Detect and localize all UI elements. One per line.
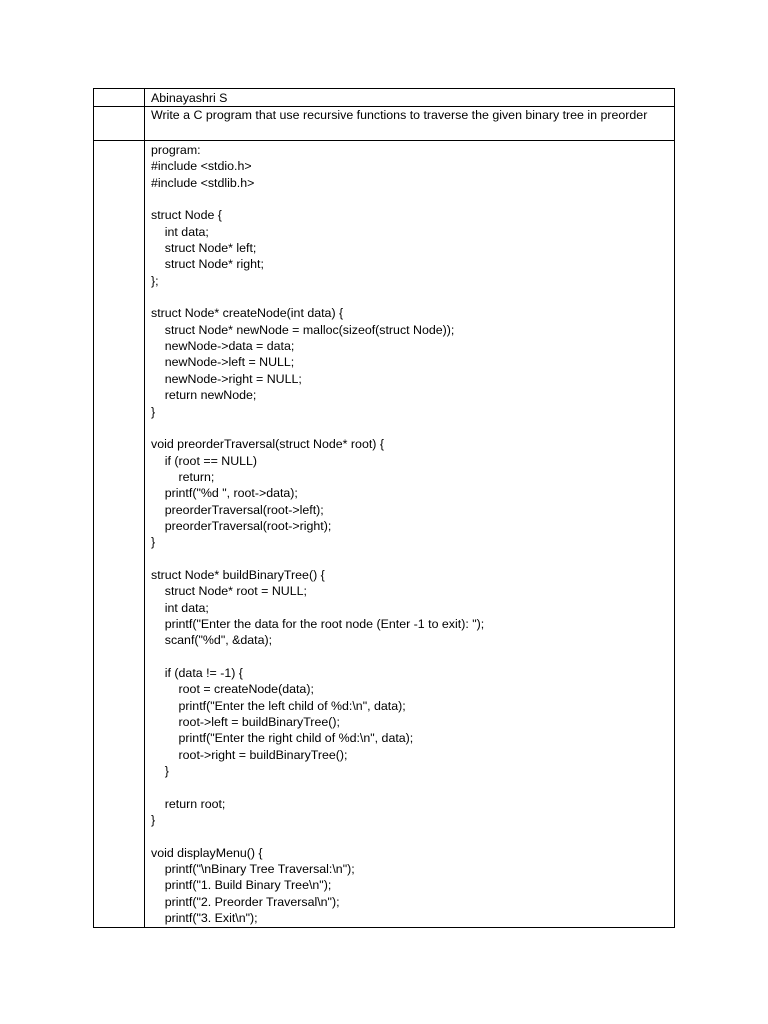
code-line: root->left = buildBinaryTree(); [151,715,340,730]
table-row-program [94,141,675,928]
code-line: int data; [151,224,209,239]
code-line: struct Node* left; [151,241,257,256]
code-line: printf("Enter the left child of %d:\n", data); [151,698,406,713]
code-line [151,191,670,207]
code-line: } [151,764,169,779]
code-line: scanf("%d", &data); [151,633,273,648]
question-cell [145,107,675,141]
code-line: int data; [151,600,209,615]
code-line [151,289,670,305]
code-line [151,420,670,436]
author-cell [145,89,675,107]
code-line: struct Node* createNode(int data) { [151,306,344,321]
code-line: struct Node* right; [151,257,264,272]
code-line: if (data != -1) { [151,666,243,680]
code-line: } [151,535,156,550]
code-line: printf("%d ", root->data); [151,486,298,501]
table-row-question [94,107,675,141]
code-line: struct Node* newNode = malloc(sizeof(struct Node)); [151,322,455,337]
code-line: struct Node { [151,208,222,223]
code-line: newNode->left = NULL; [151,355,295,370]
code-line: struct Node* root = NULL; [151,584,307,599]
question-text: Write a C program that use recursive functions to traverse the given binary tree in preorder [151,108,648,122]
code-line: } [151,404,156,419]
code-line: newNode->data = data; [151,339,295,354]
code-line [151,551,670,567]
code-line: printf("Enter the right child of %d:\n", data); [151,731,414,746]
code-line: return; [151,469,215,484]
code-line: preorderTraversal(root->left); [151,502,324,517]
code-line: printf("\nBinary Tree Traversal:\n"); [151,862,355,877]
code-line: void preorderTraversal(struct Node* root) { [151,437,384,452]
index-cell [94,89,145,107]
code-lines [151,158,670,926]
code-line [151,649,670,665]
code-line: #include <stdlib.h> [151,175,255,190]
code-line: } [151,813,156,828]
index-cell [94,141,145,928]
program-cell [145,141,675,928]
author-name: Abinayashri S [151,91,228,105]
code-line: return root; [151,796,226,811]
code-line: newNode->right = NULL; [151,371,302,386]
code-line: printf("1. Build Binary Tree\n"); [151,878,332,893]
code-line [151,779,670,795]
code-line: printf("2. Preorder Traversal\n"); [151,894,340,909]
code-line: printf("3. Exit\n"); [151,911,258,926]
code-line [151,828,670,844]
code-line: }; [151,273,159,288]
lab-record-table [93,88,675,928]
table-row-author [94,89,675,107]
code-line: if (root == NULL) [151,453,258,468]
code-line: preorderTraversal(root->right); [151,518,332,533]
code-line: void displayMenu() { [151,845,263,860]
code-line: struct Node* buildBinaryTree() { [151,567,325,582]
code-line: root->right = buildBinaryTree(); [151,747,348,762]
code-line: #include <stdio.h> [151,159,252,174]
program-label: program: [151,143,201,157]
code-line: root = createNode(data); [151,682,314,697]
index-cell [94,107,145,141]
code-line: printf("Enter the data for the root node (Enter -1 to exit): "); [151,616,485,631]
code-line: return newNode; [151,388,257,403]
program-code [145,141,674,927]
